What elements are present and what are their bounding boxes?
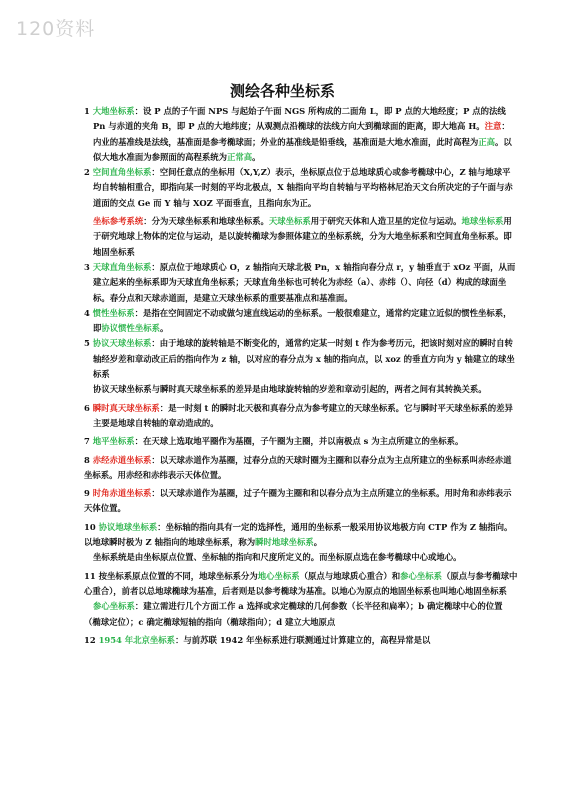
section-number: 7	[84, 436, 93, 447]
text: ：内业的基准线是法线，基准面是参考椭球面；外业的基准线是铅垂线，基准面是大地水准面，此时高程为	[93, 121, 510, 147]
text: 。	[160, 323, 169, 334]
section-4	[84, 306, 518, 337]
text: ：以天球赤道作为基圈，过春分点的天球时圈为主圈和以春分点为主点所建立的坐标系叫赤经赤道坐标系。用赤经和赤纬表示天体位置。	[84, 454, 512, 480]
section-8	[84, 453, 518, 484]
section-number: 6	[84, 402, 93, 413]
section-10	[84, 520, 518, 551]
term-celestial-cartesian: 天球直角坐标系	[92, 261, 152, 272]
section-number: 2	[84, 167, 93, 178]
text: ：是指在空间固定不动或做匀速直线运动的坐标系。一般很难建立，通常约定建立近似的惯性坐标系，即	[93, 307, 512, 334]
term-normal-height: 正常高	[227, 151, 253, 162]
text: ：与前苏联 1942 年坐标系进行联测通过计算建立的，高程异常是以	[175, 634, 431, 645]
text: ：以天球赤道作为基圈，过子午圈为主圈和和以春分点为主点所建立的坐标系。用时角和赤纬表示天体位置。	[84, 488, 512, 514]
page-title: 测绘各种坐标系	[229, 82, 335, 100]
text: ：由于地球的旋转轴是不断变化的，通常约定某一时刻 t 作为参考历元，把该时刻对应的瞬时自转轴经岁差和章动改正后的指向作为 z 轴，以对应的春分点为 x 轴的指向点，以 xoz 的垂直方向为 y 轴建立的球坐标系	[93, 338, 515, 380]
term-instantaneous-true: 瞬时真天球坐标系	[92, 402, 160, 413]
section-3	[84, 260, 518, 306]
term-reference-ellipsoid: 参心坐标系	[400, 570, 442, 581]
text: 。	[313, 537, 323, 548]
text: 坐标系统是由坐标原点位置、坐标轴的指向和尺度所定义的。而坐标原点选在参考椭球中心或地心。	[93, 552, 462, 563]
text: 。以似大地水准面为参照面的高程系统为	[93, 136, 512, 162]
term-reference-ellipsoid-2: 参心坐标系	[93, 601, 135, 612]
term-orthometric: 正高	[478, 136, 495, 147]
term-conventional-celestial: 协议天球坐标系	[92, 338, 152, 349]
section-6	[84, 401, 518, 432]
term-terrestrial: 地球坐标系	[461, 216, 504, 227]
section-10-note	[84, 550, 518, 565]
text: （原点与地球质心重合）和	[299, 570, 401, 581]
section-1	[84, 104, 518, 165]
term-geodetic: 大地坐标系	[92, 106, 135, 116]
section-number: 3	[84, 261, 93, 272]
term-hour-angle: 时角赤道坐标系	[92, 488, 152, 499]
term-right-ascension: 赤经赤道坐标系	[92, 454, 152, 465]
text: ：在天球上选取地平圈作为基圈，子午圈为主圈，并以南极点 s 为主点所建立的坐标系。	[134, 436, 464, 447]
term-celestial: 天球坐标系	[268, 216, 311, 227]
term-instantaneous-terrestrial: 瞬时地球坐标系	[255, 537, 314, 548]
term-conventional-terrestrial: 协议地球坐标系	[98, 521, 158, 532]
watermark: 120资料	[16, 18, 96, 40]
term-conventional-inertial: 协议惯性坐标系	[101, 323, 160, 334]
text: 按坐标系原点位置的不同，地球坐标系分为	[98, 570, 258, 581]
section-number: 11	[84, 570, 99, 581]
section-11-note	[84, 599, 518, 630]
text: 。	[252, 151, 261, 162]
section-5	[84, 336, 518, 382]
section-number: 9	[84, 488, 93, 499]
section-5-note	[84, 382, 518, 397]
text: ：是一时刻 t 的瞬时北天极和真春分点为参考建立的天球坐标系。它与瞬时平天球坐标系的差异主要是地球自转轴的章动造成的。	[93, 402, 513, 428]
term-geocentric: 地心坐标系	[257, 570, 300, 581]
term-beijing-1954: 1954 年北京坐标系	[98, 634, 176, 645]
section-7	[84, 434, 518, 449]
term-reference-system: 坐标参考系统	[93, 216, 144, 227]
section-reference-system	[84, 214, 518, 260]
term-cartesian: 空间直角坐标系	[92, 167, 152, 178]
text: 用于研究天体和人造卫星的定位与运动。	[310, 216, 462, 227]
note-label: 注意	[484, 121, 502, 132]
section-number: 5	[84, 338, 93, 349]
section-12	[84, 633, 518, 648]
section-9	[84, 486, 518, 517]
section-number: 8	[84, 454, 93, 465]
text: （原点与参考椭球中心重合），前者以总地球椭球为基准，后者则是以参考椭球为基准。以地心为原点的地固坐标系也叫地心地固坐标系	[84, 570, 518, 596]
section-2	[84, 165, 518, 211]
text: ：分为天球坐标系和地球坐标系。	[143, 216, 269, 227]
term-horizontal: 地平坐标系	[92, 436, 135, 447]
text: ：建立需进行几个方面工作 a 选择或求定椭球的几何参数（长半径和扁率）；b 确定椭球中心的位置（椭球定位）；c 确定椭球短轴的指向（椭球指向）；d 建立大地原点	[84, 601, 503, 627]
text: 协议天球坐标系与瞬时真天球坐标系的差异是由地球旋转轴的岁差和章动引起的，两者之间有其转换关系。	[93, 384, 487, 395]
section-number: 10	[84, 521, 99, 532]
text: 用于研究地球上物体的定位与运动，是以旋转椭球为参照体建立的坐标系统，分为大地坐标系和空间直角坐标系。即地固坐标系	[93, 216, 512, 257]
section-number: 1	[84, 106, 93, 116]
text: ：原点位于地球质心 O，z 轴指向天球北极 Pn，x 轴指向春分点 r，y 轴垂直于 xOz 平面，从而建立起来的坐标系即为天球直角坐标系；天球直角坐标也可转化为赤经（a）、赤纬（）、向径（d）构成的球面坐标。春分点和天球赤道面，是建立天球坐标系的重要基准点和基准面。	[93, 261, 516, 303]
section-number: 4	[84, 307, 93, 318]
document-body	[84, 104, 518, 648]
text: ：空间任意点的坐标用（X,Y,Z）表示，坐标原点位于总地球质心或参考椭球中心，Z 轴与地球平均自转轴相重合，即指向某一时刻的平均北极点，X 轴指向平均自转轴与平均格林尼治天文台所决定的子午面与赤道面的交点 Ge 而 Y 轴与 XOZ 平面垂直，且指向东为正。	[93, 167, 513, 208]
section-11	[84, 569, 518, 600]
section-number: 12	[84, 634, 99, 645]
term-inertial: 惯性坐标系	[92, 307, 135, 318]
text: ：坐标轴的指向具有一定的选择性，通用的坐标系一般采用协议地极方向 CTP 作为 Z 轴指向。以地球瞬时极为 Z 轴指向的地球坐标系，称为	[84, 521, 513, 548]
text: ：设 P 点的子午面 NPS 与起始子午面 NGS 所构成的二面角 L，即 P 点的大地经度；P 点的法线 Pn 与赤道的夹角 B，即 P 点的大地纬度；从观测点沿椭球的法线方向大到椭球面的距离，即大地高 H。	[93, 106, 506, 132]
